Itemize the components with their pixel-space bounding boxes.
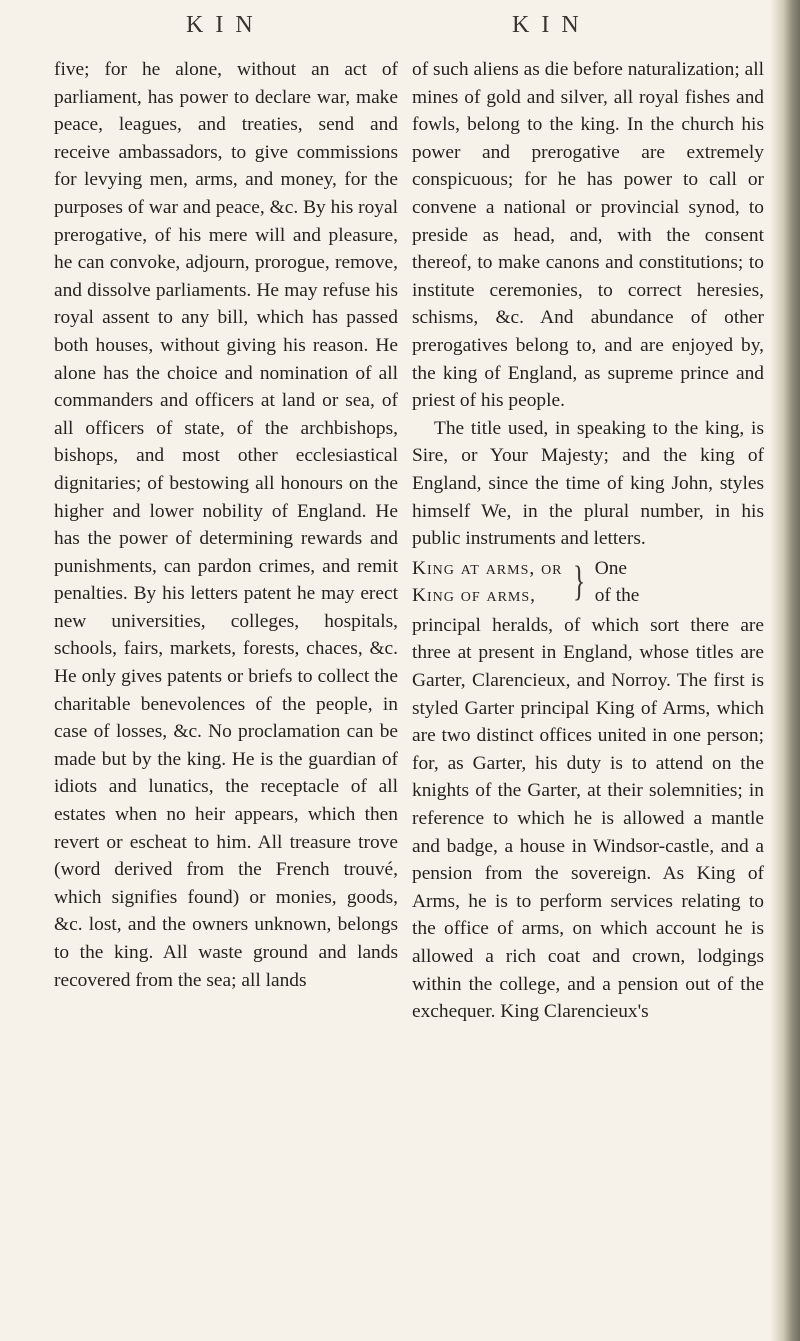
running-head-right: K I N	[512, 12, 582, 38]
paragraph-heralds: principal heralds, of which sort there are three at present in England, whose titles are Garter, Clarencieux, and Norroy. The first is styled Garter principal King of Arms, which are two distinct offices united in one person; for, as Garter, his duty is to attend on the knights of the Garter, at their solemnities; in reference to which he is allowed a mantle and badge, a house in Windsor-castle, and a pension from the sovereign. As King of Arms, he is to perform services relating to the office of arms, on which account he is allowed a rich coat and crown, lodgings within the college, and a pension out of the exchequer. King Clarencieux's	[412, 614, 764, 1023]
brace-glyph: }	[572, 559, 585, 606]
paragraph-prerogatives: of such aliens as die before naturalization; all mines of gold and silver, all royal fishes and fowls, belong to the king. In the church his power and prerogative are extremely conspicuous; for he has power to call or convene a national or provincial synod, to preside as head, and, with the consent thereof, to make canons and constitutions; to institute ceremonies, to correct heresies, schisms, &c. And abundance of other prerogatives belong to, and are enjoyed by, the king of England, as supreme prince and priest of his people.	[412, 59, 764, 412]
paragraph-title-of-king: The title used, in speaking to the king, is Sire, or Your Majesty; and the king of England, since the time of king John, styles himself We, in the plural number, in his public instruments and letters.	[412, 417, 764, 550]
entry-tail-line2: of the	[594, 585, 640, 607]
left-column	[54, 56, 398, 994]
left-column-text: five; for he alone, without an act of parliament, has power to declare war, make peace, leagues, and treaties, send and receive ambassadors, to give commissions for levying men, arms, and money, for the purposes of war and peace, &c. By his royal prerogative, of his mere will and pleasure, he can convoke, adjourn, prorogue, remove, and dissolve parliaments. He may refuse his royal assent to any bill, which has passed both houses, without giving his reason. He alone has the choice and nomination of all commanders and officers at land or sea, of all officers of state, of the archbishops, bishops, and most other ecclesiastical dignitaries; of bestowing all honours on the higher and lower nobility of England. He has the power of determining rewards and punishments, can pardon crimes, and remit penalties. By his letters patent he may erect new universities, colleges, hospitals, schools, fairs, markets, forests, chaces, &c. He only gives patents or briefs to collect the charitable benevolences of the people, in case of losses, &c. No proclamation can be made but by the king. He is the guardian of idiots and lunatics, the receptacle of all estates when no heir appears, which then revert or escheat to him. All treasure trove (word derived from the French trouvé, which signifies found) or monies, goods, &c. lost, and the owners unknown, belongs to the king. All waste ground and lands recovered from the sea; all lands	[54, 59, 398, 991]
headword-king-of-arms: King of arms,	[412, 585, 537, 607]
dictionary-entry-king-at-arms	[412, 555, 764, 610]
right-column	[412, 56, 764, 1026]
entry-tail	[595, 555, 640, 610]
entry-headwords	[412, 555, 563, 610]
page-edge-shadow	[770, 0, 800, 1341]
headword-king-at-arms: King at arms, or	[412, 557, 563, 579]
running-head-left: K I N	[186, 12, 256, 38]
entry-tail-line1: One	[594, 557, 628, 579]
